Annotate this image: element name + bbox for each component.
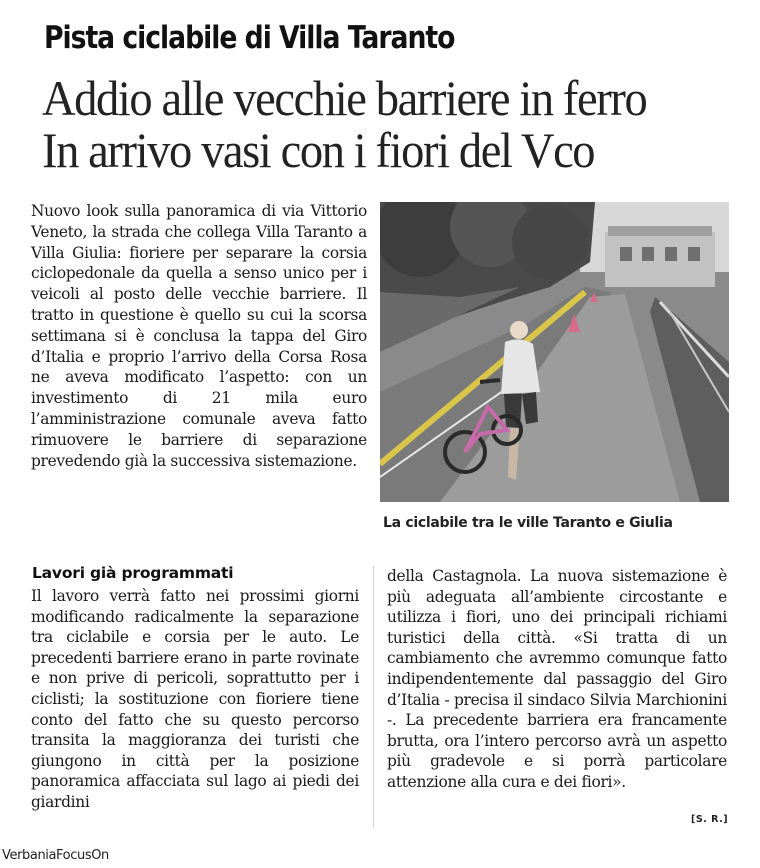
photo-caption: La ciclabile tra le ville Taranto e Giulia <box>383 515 673 531</box>
lead-text: Nuovo look sulla panoramica di via Vittorio Veneto, la strada che collega Villa Taranto a Villa Giulia: fioriere per separare la corsia ciclopedonale da quella a senso unico per i veicoli al posto delle vecchie barriere. Il tratto in questione è quello su cui la scorsa settimana si è conclusa la tappa del Giro d’Italia e proprio l’arrivo della Corsa Rosa ne aveva modificato l’aspetto: con un investimento di 21 mila euro l’amministrazione comunale aveva fatto rimuovere le barriere di separazione prevedendo già la successiva sistemazione. <box>31 202 367 470</box>
column-divider <box>373 566 374 828</box>
headline-line-1: Addio alle vecchie barriere in ferro <box>42 70 647 126</box>
article-photo <box>380 202 729 502</box>
body-left-text: Il lavoro verrà fatto nei prossimi giorni modificando radicalmente la separazione tra ciclabile e corsia per le auto. Le precedenti barriere erano in parte rovinate e non prive di pericoli, soprattutto per i ciclisti; la sostituzione con fioriere tiene conto del fatto che su questo percorso transita la maggioranza dei turisti che giungono in città per la posizione panoramica affacciata sul lago ai piedi dei giardini <box>31 587 359 811</box>
headline <box>42 72 646 176</box>
source-watermark: VerbaniaFocusOn <box>2 848 109 863</box>
author-signature: [S. R.] <box>691 814 729 825</box>
headline-line-2: In arrivo vasi con i fiori del Vco <box>42 122 595 178</box>
cyclist-photo-illustration <box>380 202 729 502</box>
body-right-text: della Castagnola. La nuova sistemazione è più adeguata all’ambiente circostante e utilizza i fiori, uno dei principali richiami turistici della città. «Si tratta di un cambiamento che avremmo comunque fatto indipendentemente dal passaggio del Giro d’Italia - precisa il sindaco Silvia Marchionini -. La precedente barriera era francamente brutta, ora l’intero percorso avrà un aspetto più gradevole e si porrà particolare attenzione alla cura e dei fiori». <box>387 567 727 791</box>
body-column-left <box>31 586 359 813</box>
body-column-right <box>387 566 727 793</box>
section-subhead: Lavori già programmati <box>32 564 234 582</box>
lead-paragraph <box>31 201 367 471</box>
kicker: Pista ciclabile di Villa Taranto <box>44 20 455 56</box>
